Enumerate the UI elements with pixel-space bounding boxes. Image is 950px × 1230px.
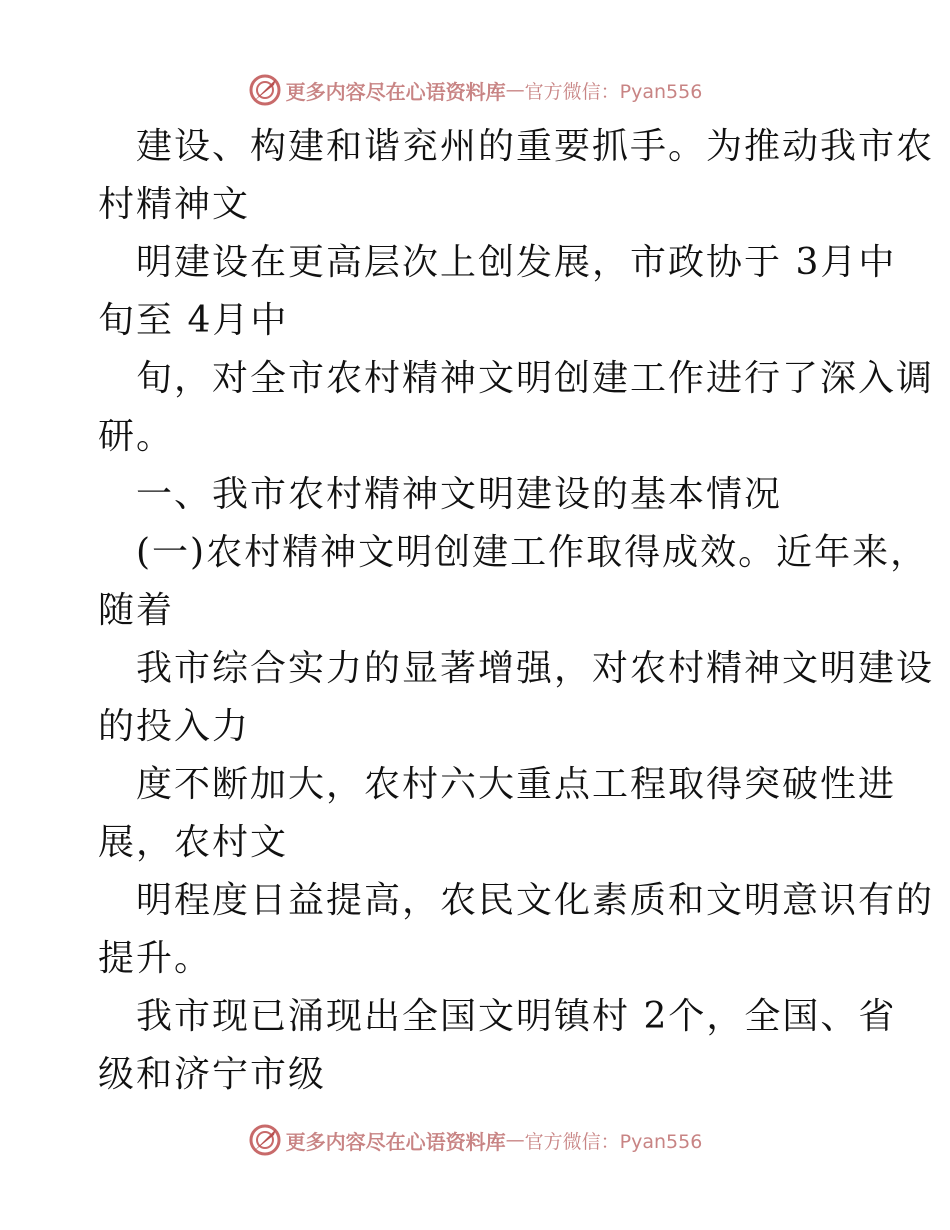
text-line: 我市现已涌现出全国文明镇村 2个，全国、省 xyxy=(136,996,897,1037)
header-watermark xyxy=(0,70,950,110)
text-line: 我市综合实力的显著增强，对农村精神文明建设 xyxy=(136,648,935,689)
text-line: 级和济宁市级 xyxy=(98,1054,327,1095)
pen-logo-icon xyxy=(248,73,282,107)
text-line: 展，农村文 xyxy=(98,822,289,863)
text-line: 旬，对全市农村精神文明创建工作进行了深入调 xyxy=(136,358,935,399)
text-line: 提升。 xyxy=(98,938,213,979)
section-heading: 一、我市农村精神文明建设的基本情况 xyxy=(136,474,783,515)
text-line: 随着 xyxy=(98,590,175,631)
watermark-dash: — xyxy=(505,79,525,101)
text-line: 建设、构建和谐兖州的重要抓手。为推动我市农 xyxy=(136,126,935,167)
text-line: 度不断加大，农村六大重点工程取得突破性进 xyxy=(136,764,897,805)
document-body xyxy=(98,118,935,1104)
text-line: 村精神文 xyxy=(98,184,251,225)
text-line: 明程度日益提高，农民文化素质和文明意识有的 xyxy=(136,880,935,921)
watermark-brand: 更多内容尽在心语资料库 xyxy=(285,1129,506,1154)
footer-watermark xyxy=(0,1120,950,1160)
watermark-brand: 更多内容尽在心语资料库 xyxy=(285,79,506,104)
watermark-official: 官方微信：Pyan556 xyxy=(524,80,703,103)
text-line: 的投入力 xyxy=(98,706,251,747)
text-line: (一)农村精神文明创建工作取得成效。近年来， xyxy=(136,532,929,573)
text-line: 研。 xyxy=(98,416,175,457)
watermark-dash: — xyxy=(505,1129,525,1151)
watermark-official: 官方微信：Pyan556 xyxy=(524,1130,703,1153)
pen-logo-icon xyxy=(248,1123,282,1157)
text-line: 旬至 4月中 xyxy=(98,300,289,341)
text-line: 明建设在更高层次上创发展，市政协于 3月中 xyxy=(136,242,897,283)
